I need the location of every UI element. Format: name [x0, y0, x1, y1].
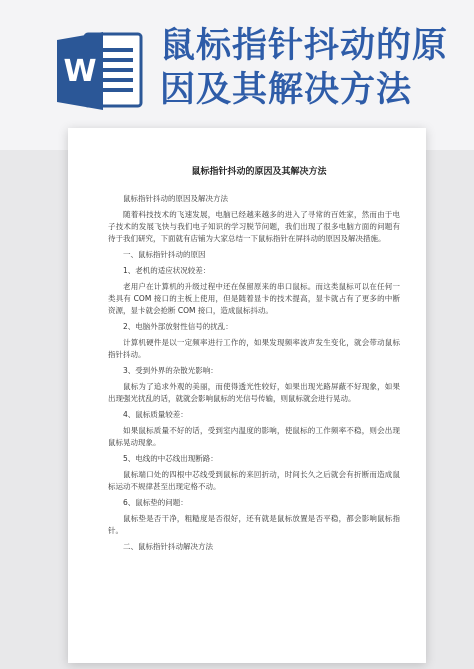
item-heading-4: 4、鼠标质量较差： — [123, 410, 188, 419]
word-document-icon — [55, 30, 145, 112]
item-heading-2: 2、电脑外部放射性信号的扰乱： — [123, 322, 233, 331]
paragraph-item-5: 鼠标端口处的四根中芯线受到鼠标的来回折动，时间长久之后就会有折断而造成鼠标运动不规律甚至出现定格不动。 — [108, 470, 400, 491]
paragraph-item-1: 老用户在计算机的升级过程中还在保留原来的串口鼠标。而这类鼠标可以在任何一类具有 COM 接口的主板上使用，但是随着显卡的技术提高，显卡就占有了更多的中断资源，显卡就会抢断 COM 接口，造成鼠标抖动。 — [108, 282, 400, 315]
item-heading-5: 5、电线的中芯线出现断路： — [123, 454, 218, 463]
item-heading-3: 3、受到外界的杂散光影响： — [123, 366, 218, 375]
section-heading-causes: 一、鼠标指针抖动的原因 — [123, 250, 206, 259]
word-icon-letter: W — [63, 54, 97, 89]
banner-title — [160, 24, 460, 112]
document-page — [68, 128, 426, 663]
paragraph-intro: 随着科技技术的飞速发展，电脑已经越来越多的进入了寻常的百姓家，然而由于电子技术的发展飞快与我们电子知识的学习脱节问题，我们出现了很多电脑方面的问题有待于我们研究，下面就有店铺为大家总结一下鼠标指针在屏抖动的原因及解决措施。 — [108, 210, 400, 243]
banner-title-line-1: 鼠标指针抖动的原 — [160, 26, 449, 66]
paragraph-item-4: 如果鼠标质量不好的话，受到室内温度的影响，使鼠标的工作频率不稳，则会出现鼠标晃动现象。 — [108, 426, 400, 447]
banner-title-line-2: 因及其解决方法 — [160, 70, 413, 110]
paragraph-item-6: 鼠标垫是否干净，粗糙度是否很好，还有就是鼠标放置是否平稳，都会影响鼠标指针。 — [108, 514, 400, 535]
paragraph-item-3: 鼠标为了追求外观的美丽，而使得透光性较好，如果出现光路屏蔽不好现象，如果出现强光扰乱的话，就就会影响鼠标的光信号传输，则鼠标就会进行晃动。 — [108, 382, 400, 403]
section-heading-solutions: 二、鼠标指针抖动解决方法 — [123, 542, 213, 551]
item-heading-1: 1、老机的适应状况较差： — [123, 266, 211, 275]
document-title: 鼠标指针抖动的原因及其解决方法 — [191, 167, 327, 177]
paragraph-item-2: 计算机硬件是以一定频率进行工作的，如果发现频率波声发生变化，就会带动鼠标指针抖动。 — [108, 338, 400, 359]
item-heading-6: 6、鼠标垫的问题： — [123, 498, 188, 507]
paragraph-subtitle: 鼠标指针抖动的原因及解决方法 — [123, 194, 228, 203]
